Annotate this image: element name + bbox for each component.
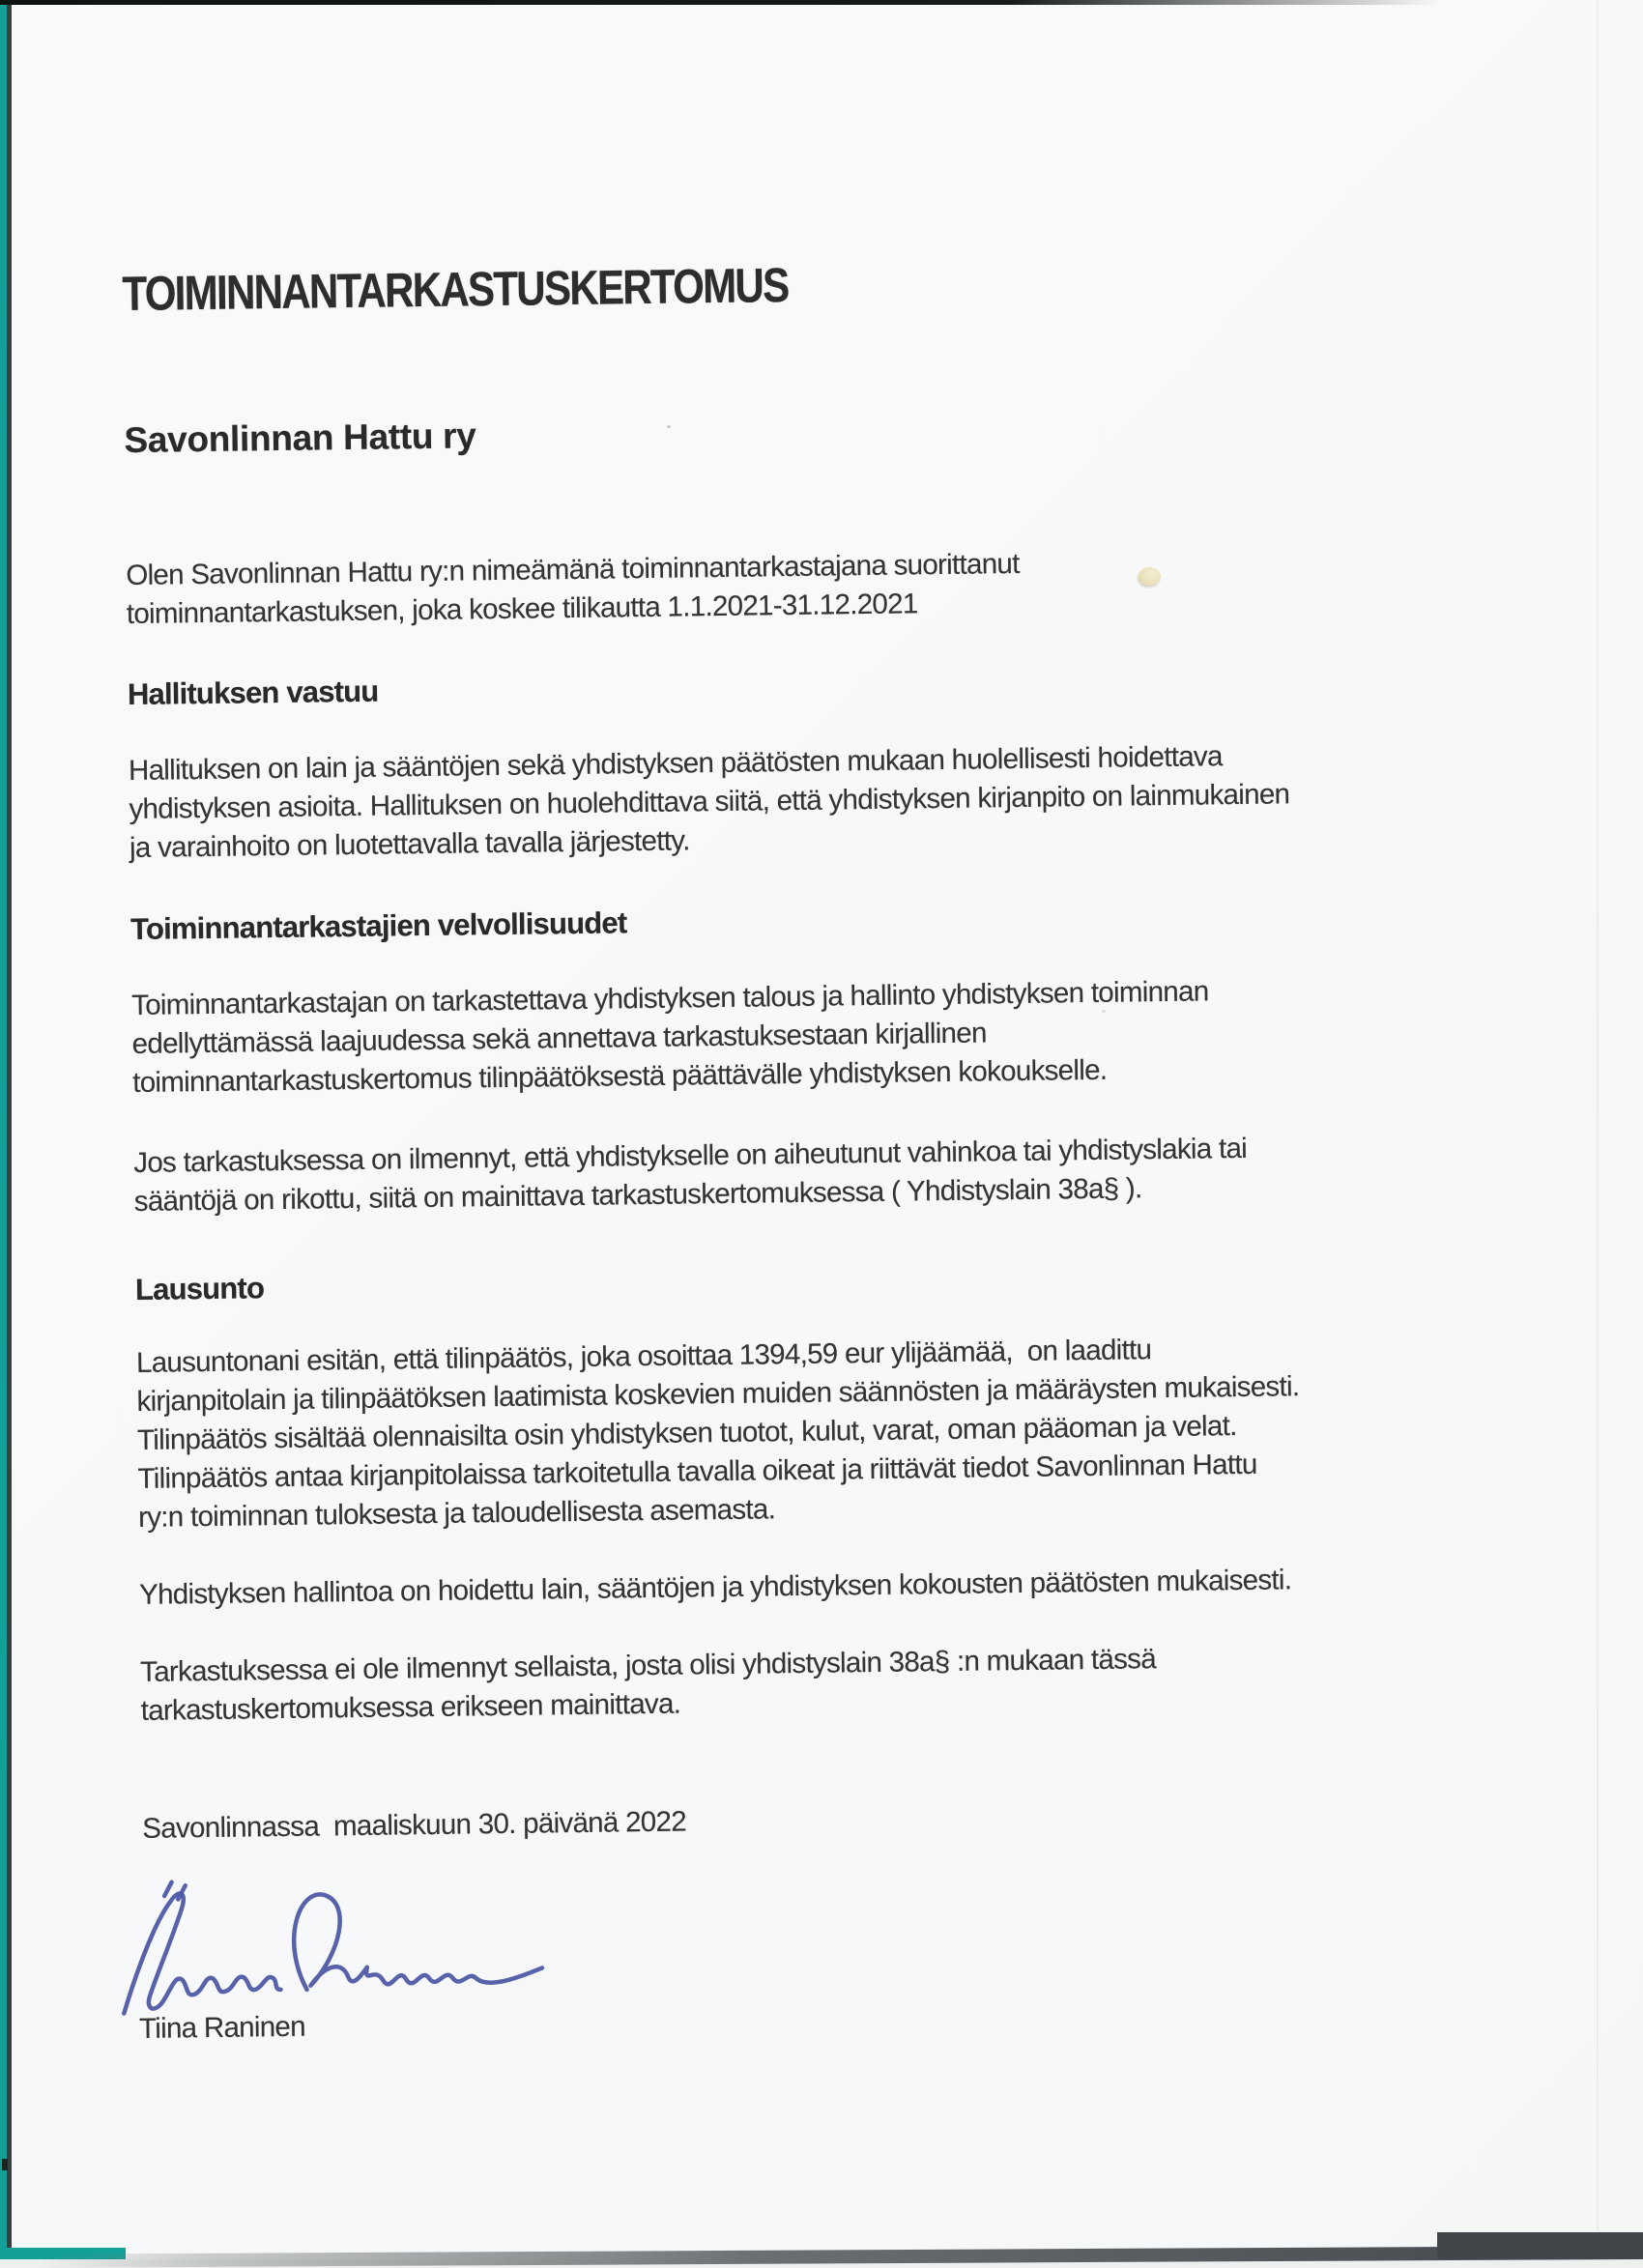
intro-paragraph: Olen Savonlinnan Hattu ry:n nimeämänä toiminnantarkastajana suorittanut toiminnantarkastuksen, joka koskee tilikautta 1.1.2021-31.12.2021 — [126, 547, 1020, 631]
signer-printed-name: Tiina Raninen — [138, 2010, 306, 2045]
paragraph-lausunto-2: Yhdistyksen hallintoa on hoidettu lain, sääntöjen ja yhdistyksen kokousten päätösten mukaisesti. — [138, 1564, 1292, 1611]
paper-speck — [667, 425, 671, 428]
paper-smudge-dot — [1139, 567, 1161, 586]
paragraph-lausunto-3: Tarkastuksessa ei ole ilmennyt sellaista, josta olisi yhdistyslain 38a§ :n mukaan tässä tarkastuskertomuksessa erikseen mainittava. — [139, 1643, 1157, 1727]
edge-nick-mark — [2, 2159, 8, 2170]
signature-last-name-stroke — [292, 1886, 542, 1990]
scanner-shadow-corner — [1437, 2232, 1643, 2259]
paragraph-lausunto-1: Lausuntonani esitän, että tilinpäätös, joka osoittaa 1394,59 eur ylijäämää, on laadittu kirjanpitolain ja tilinpäätöksen laatimista koskevien muiden säännösten ja määräysten mukaisesti. Tilinpäätös sisältää olennaisilta osin yhdistyksen tuotot, kulut, varat, oman pääoman ja velat. Tilinpäätös antaa kirjanpitolaissa tarkoitetulla tavalla oikeat ja riittävät tiedot Savonlinnan Hattu ry:n toiminnan tuloksesta ja taloudellisesta asemasta. — [135, 1334, 1300, 1534]
paragraph-hallituksen-vastuu: Hallituksen on lain ja sääntöjen sekä yhdistyksen päätösten mukaan huolellisesti hoidettava yhdistyksen asioita. Hallituksen on huolehdittava siitä, että yhdistyksen kirjanpito on lainmukainen ja varainhoito on luotettavalla tavalla järjestetty. — [128, 740, 1290, 864]
paragraph-velvollisuudet-1: Toiminnantarkastajan on tarkastettava yhdistyksen talous ja hallinto yhdistyksen toiminnan edellyttämässä laajuudessa sekä annettava tarkastuksestaan kirjallinen toiminnantarkastuskertomus tilinpäätöksestä päättävälle yhdistyksen kokoukselle. — [130, 975, 1209, 1099]
signature-first-name-stroke — [120, 1890, 281, 2014]
organization-name: Savonlinnan Hattu ry — [124, 416, 476, 461]
scan-edge-top-shadow — [0, 0, 1440, 5]
paragraph-velvollisuudet-2: Jos tarkastuksessa on ilmennyt, että yhdistykselle on aiheutunut vahinkoa tai yhdistyslakia tai sääntöjä on rikottu, siitä on mainittava tarkastuskertomuksessa ( Yhdistyslain 38a§ ). — [133, 1132, 1248, 1218]
section-heading-hallituksen-vastuu: Hallituksen vastuu — [127, 674, 379, 712]
binding-edge-left — [0, 0, 7, 2259]
signature-ink — [101, 1863, 561, 2028]
section-heading-velvollisuudet: Toiminnantarkastajien velvollisuudet — [130, 905, 627, 946]
paper-right-edge-line — [1597, 0, 1599, 2259]
paper-speck — [1102, 1010, 1106, 1013]
section-heading-lausunto: Lausunto — [134, 1271, 265, 1306]
document-title: TOIMINNANTARKASTUSKERTOMUS — [122, 258, 789, 322]
date-place-line: Savonlinnassa maaliskuun 30. päivänä 2022 — [142, 1805, 687, 1845]
scan-edge-left-shadow — [7, 0, 12, 2259]
